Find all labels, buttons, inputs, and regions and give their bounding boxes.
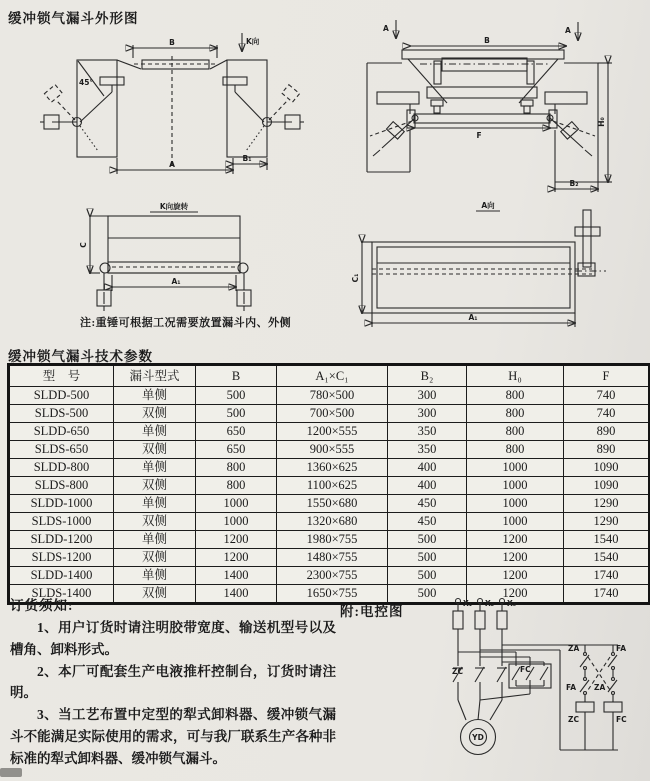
table-cell: 780×500 [277,387,388,405]
table-row [9,459,649,477]
main-contactor-zc-label: ZC [452,667,463,676]
table-cell: 1650×755 [277,585,388,604]
table-cell: 800 [467,405,564,423]
table-cell: 450 [388,495,467,513]
table-cell: 双侧 [114,513,196,531]
circuit-title: 附:电控图 [340,604,404,619]
table-cell: 单侧 [114,531,196,549]
fuse-x2-label: X₂ [485,599,495,608]
table-cell: 单侧 [114,495,196,513]
table-cell: 1000 [467,495,564,513]
table-header-cell: 漏斗型式 [114,365,196,387]
table-cell: 350 [388,423,467,441]
table-cell: 800 [467,387,564,405]
table-cell: 500 [388,549,467,567]
table-cell: 1200 [196,531,277,549]
table-cell: 700×500 [277,405,388,423]
params-title: 缓冲锁气漏斗技术参数 [8,349,153,364]
section-view-drawing [335,8,650,204]
table-cell: 双侧 [114,585,196,604]
table-cell: 单侧 [114,459,196,477]
table-cell: SLDD-1200 [9,531,114,549]
table-row [9,495,649,513]
table-cell: 1400 [196,585,277,604]
table-cell: 1000 [467,477,564,495]
dim-a1-label: A₁ [468,313,478,322]
table-cell: SLDD-1400 [9,567,114,585]
front-view-drawing [40,28,308,178]
button-za-label: ZA [568,644,580,653]
dim-b-label: B [169,38,175,47]
k-rotation-title: K向旋转 [159,202,189,211]
table-row [9,423,649,441]
table-cell: 1200×555 [277,423,388,441]
table-cell: 1550×680 [277,495,388,513]
table-cell: 800 [467,441,564,459]
motor-yd-label: YD [472,733,484,742]
table-cell: SLDS-1000 [9,513,114,531]
table-cell: 双侧 [114,441,196,459]
section-a-right-label: A [565,26,571,35]
dim-c-label: C [79,242,88,248]
table-cell: 740 [564,387,650,405]
table-cell: 800 [467,423,564,441]
table-cell: SLDS-500 [9,405,114,423]
ordering-note-2: 2、本厂可配套生产电液推杆控制台，订货时请注明。 [10,663,336,701]
table-cell: 单侧 [114,423,196,441]
dim-b-label: B [484,36,490,45]
electric-control-diagram [435,592,650,781]
dim-a-label: A [169,160,175,169]
table-cell: 500 [388,585,467,604]
table-cell: 1290 [564,495,650,513]
table-cell: 1740 [564,567,650,585]
k-rotation-drawing [70,198,315,316]
button-fa-label: FA [616,644,627,653]
table-cell: SLDD-650 [9,423,114,441]
dim-c1-label: C₁ [351,273,360,283]
table-row [9,387,649,405]
table-cell: 400 [388,477,467,495]
table-header-cell: 型 号 [9,365,114,387]
coil-zc-label: ZC [568,715,579,724]
ordering-note-1: 1、用户订货时请注明胶带宽度、输送机型号以及槽角、卸料形式。 [10,619,336,657]
ordering-notes [10,595,336,770]
table-cell: 1980×755 [277,531,388,549]
dim-b1-label: B₁ [242,154,252,163]
table-cell: 350 [388,441,467,459]
table-cell: 1540 [564,549,650,567]
table-cell: 1320×680 [277,513,388,531]
table-cell: 500 [196,405,277,423]
params-table [8,364,650,604]
table-cell: 1200 [467,585,564,604]
table-cell: 双侧 [114,477,196,495]
interlock-fa-label: FA [566,683,577,692]
ordering-notes-title: 订货须知: [10,598,74,613]
outline-drawing-title: 缓冲锁气漏斗外形图 [8,11,139,26]
table-cell: SLDD-1000 [9,495,114,513]
table-cell: 双侧 [114,405,196,423]
angle-45-label: 45° [79,78,94,87]
table-cell: 740 [564,405,650,423]
table-cell: 1740 [564,585,650,604]
table-cell: 890 [564,441,650,459]
table-cell: 单侧 [114,387,196,405]
table-cell: SLDS-800 [9,477,114,495]
table-cell: 1200 [467,567,564,585]
table-cell: 450 [388,513,467,531]
table-row [9,477,649,495]
table-cell: 1200 [467,549,564,567]
interlock-za-label: ZA [594,683,606,692]
fuse-x1-label: X₁ [463,599,473,608]
table-cell: 500 [388,567,467,585]
table-cell: 单侧 [114,567,196,585]
a-view-drawing [350,198,650,335]
table-header-cell: B [196,365,277,387]
table-cell: 1000 [467,459,564,477]
table-body [9,387,649,604]
table-header-cell: A₁×C₁ [277,365,388,387]
table-cell: 1090 [564,459,650,477]
coil-fc-label: FC [616,715,627,724]
table-cell: 890 [564,423,650,441]
table-row [9,531,649,549]
table-header-row [9,365,649,387]
table-cell: SLDS-650 [9,441,114,459]
table-cell: 1400 [196,567,277,585]
table-cell: 500 [388,531,467,549]
table-cell: 1000 [196,513,277,531]
table-row [9,549,649,567]
table-row [9,441,649,459]
section-a-left-label: A [383,24,389,33]
table-cell: 800 [196,477,277,495]
table-cell: 1200 [196,549,277,567]
table-cell: 1480×755 [277,549,388,567]
a-view-title: A向 [481,201,495,210]
table-row [9,513,649,531]
table-cell: 500 [196,387,277,405]
table-cell: 1090 [564,477,650,495]
table-row [9,567,649,585]
k-direction-label: K向 [246,37,260,46]
table-cell: 1200 [467,531,564,549]
table-cell: 1290 [564,513,650,531]
table-header-cell: F [564,365,650,387]
table-cell: 1000 [196,495,277,513]
table-cell: 2300×755 [277,567,388,585]
table-cell: 双侧 [114,549,196,567]
dim-b2-label: B₂ [569,179,579,188]
dim-a1-label: A₁ [171,277,181,286]
table-cell: 1100×625 [277,477,388,495]
table-cell: 900×555 [277,441,388,459]
table-cell: 300 [388,387,467,405]
table-cell: 1360×625 [277,459,388,477]
table-row [9,405,649,423]
table-header-cell: B₂ [388,365,467,387]
dim-f-label: F [476,131,482,140]
weight-placement-note: 注:重锤可根据工况需要放置漏斗内、外侧 [80,317,292,329]
table-cell: 1000 [467,513,564,531]
table-cell: 400 [388,459,467,477]
table-cell: 650 [196,423,277,441]
table-cell: 1540 [564,531,650,549]
table-header-cell: H₀ [467,365,564,387]
table-cell: SLDD-800 [9,459,114,477]
table-cell: 300 [388,405,467,423]
dim-h0-label: H₀ [597,117,606,127]
table-cell: SLDS-1400 [9,585,114,604]
table-cell: 650 [196,441,277,459]
page-edge-mark [0,768,22,777]
table-cell: 800 [196,459,277,477]
ordering-note-3: 3、当工艺布置中定型的犁式卸料器、缓冲锁气漏斗不能满足实际使用的需求，可与我厂联系生产各种非标准的犁式卸料器、缓冲锁气漏斗。 [10,707,336,767]
table-cell: SLDS-1200 [9,549,114,567]
fuse-x3-label: X₃ [507,599,517,608]
table-cell: SLDD-500 [9,387,114,405]
main-contactor-fc-label: FC [520,665,531,674]
